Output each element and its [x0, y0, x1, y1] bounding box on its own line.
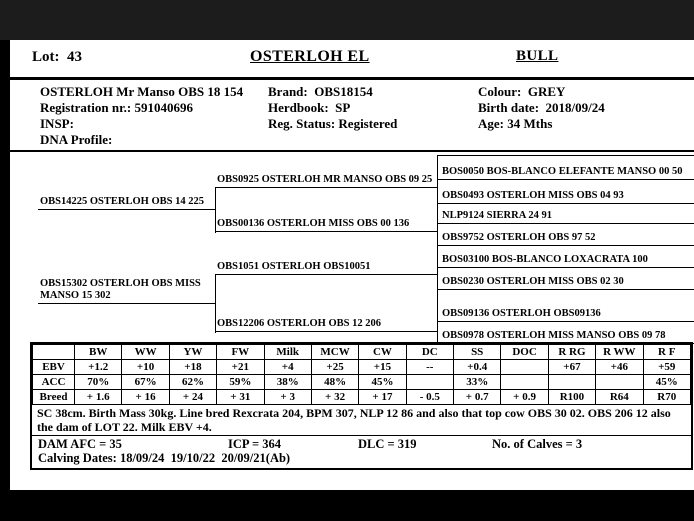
ebv-value-cell: +15 [359, 360, 406, 375]
colour-field: Colour: GREY [478, 84, 566, 99]
dam-icp-stat: ICP = 364 [228, 437, 281, 451]
ebv-col-header: WW [122, 345, 169, 360]
acc-row [33, 375, 691, 390]
insp-field: INSP: [40, 116, 74, 131]
ebv-header-row [33, 345, 691, 360]
ebv-row-label: EBV [33, 360, 75, 375]
ebv-value-cell: 45% [359, 375, 406, 390]
ebv-value-cell: +18 [169, 360, 216, 375]
pedigree-great-grandparent: NLP9124 SIERRA 24 91 [438, 204, 694, 224]
ebv-col-header: MCW [311, 345, 358, 360]
pedigree-great-grandparent: OBS9752 OSTERLOH OBS 97 52 [438, 224, 694, 246]
ebv-value-cell: +25 [311, 360, 358, 375]
pedigree-dam: OBS15302 OSTERLOH OBS MISS MANSO 15 302 [38, 268, 215, 304]
ebv-col-header: R WW [596, 345, 643, 360]
ebv-value-cell: 48% [311, 375, 358, 390]
pedigree-connector [215, 187, 216, 233]
ebv-value-cell: R64 [596, 390, 643, 405]
ebv-value-cell: 62% [169, 375, 216, 390]
pedigree-grandparent: OBS00136 OSTERLOH MISS OBS 00 136 [215, 214, 437, 232]
dam-calves-stat: No. of Calves = 3 [492, 437, 583, 451]
ebv-value-cell: -- [406, 360, 453, 375]
pedigree-grandparent: OBS1051 OSTERLOH OBS10051 [215, 257, 437, 275]
pedigree-grandparent: OBS12206 OSTERLOH OBS 12 206 [215, 314, 437, 332]
pedigree-connector [215, 274, 216, 333]
ebv-col-header: YW [169, 345, 216, 360]
birth-date-field: Birth date: 2018/09/24 [478, 100, 605, 115]
brand-field: Brand: OBS18154 [268, 84, 373, 99]
ebv-value-cell [406, 375, 453, 390]
ebv-value-cell: + 17 [359, 390, 406, 405]
lot-number: Lot: 43 [32, 49, 82, 65]
pedigree-great-grandparent: OBS0493 OSTERLOH MISS OBS 04 93 [438, 180, 694, 204]
ebv-value-cell: +46 [596, 360, 643, 375]
lot-notes: SC 38cm. Birth Mass 30kg. Line bred Rexcrata 204, BPM 307, NLP 12 86 and also that top cow OBS 30 02. OBS 206 12 also the dam of LOT 22. Milk EBV +4. [37, 406, 671, 434]
pedigree-great-grandparent-column [437, 155, 694, 344]
ebv-value-cell: + 32 [311, 390, 358, 405]
animal-name: OSTERLOH Mr Manso OBS 18 154 [40, 84, 244, 99]
ebv-col-header: CW [359, 345, 406, 360]
ebv-value-cell: +21 [217, 360, 264, 375]
ebv-col-header: R RG [548, 345, 595, 360]
breed-row [33, 390, 691, 405]
ebv-value-cell: R100 [548, 390, 595, 405]
ebv-value-cell: - 0.5 [406, 390, 453, 405]
ebv-row-label: ACC [33, 375, 75, 390]
catalog-page [10, 40, 694, 490]
pedigree-great-grandparent: BOS0050 BOS-BLANCO ELEFANTE MANSO 00 50 [438, 156, 694, 180]
ebv-value-cell: + 16 [122, 390, 169, 405]
age-field: Age: 34 Mths [478, 116, 553, 131]
ebv-value-cell: + 1.6 [75, 390, 122, 405]
ebv-value-cell: +10 [122, 360, 169, 375]
dam-dlc-stat: DLC = 319 [358, 437, 417, 451]
ebv-col-header: SS [454, 345, 501, 360]
pedigree-great-grandparent: OBS0978 OSTERLOH MISS MANSO OBS 09 78 [438, 322, 694, 344]
ebv-value-cell: +59 [643, 360, 691, 375]
pedigree-sire: OBS14225 OSTERLOH OBS 14 225 [38, 190, 215, 210]
ebv-row [33, 360, 691, 375]
ebv-value-cell: +0.4 [454, 360, 501, 375]
ebv-value-cell: +67 [548, 360, 595, 375]
header-rule [10, 77, 694, 80]
ebv-col-header: DC [406, 345, 453, 360]
info-rule [10, 150, 694, 152]
ebv-value-cell: + 3 [264, 390, 311, 405]
ebv-value-cell [501, 375, 548, 390]
ebv-table [32, 344, 691, 405]
pedigree-great-grandparent: BOS03100 BOS-BLANCO LOXACRATA 100 [438, 246, 694, 268]
ebv-col-header: DOC [501, 345, 548, 360]
ebv-col-header: FW [217, 345, 264, 360]
ebv-row-label: Breed [33, 390, 75, 405]
ebv-value-cell: +4 [264, 360, 311, 375]
pedigree-great-grandparent: OBS0230 OSTERLOH MISS OBS 02 30 [438, 268, 694, 290]
reg-status-field: Reg. Status: Registered [268, 116, 398, 131]
pedigree-great-grandparent: OBS09136 OSTERLOH OBS09136 [438, 290, 694, 322]
herdbook-field: Herdbook: SP [268, 100, 351, 115]
dam-afc-stat: DAM AFC = 35 [38, 437, 122, 451]
ebv-col-header: R F [643, 345, 691, 360]
ebv-value-cell: +1.2 [75, 360, 122, 375]
ebv-value-cell: 67% [122, 375, 169, 390]
ebv-value-cell: 38% [264, 375, 311, 390]
ebv-col-header: BW [75, 345, 122, 360]
ebv-value-cell: + 24 [169, 390, 216, 405]
ebv-value-cell: 70% [75, 375, 122, 390]
dam-stats-row [32, 435, 691, 451]
ebv-value-cell: R70 [643, 390, 691, 405]
ebv-value-cell: 59% [217, 375, 264, 390]
ebv-value-cell [501, 360, 548, 375]
ebv-value-cell [596, 375, 643, 390]
ebv-value-cell: + 0.7 [454, 390, 501, 405]
animal-category: BULL [516, 48, 559, 64]
ebv-col-header: Milk [264, 345, 311, 360]
ebv-value-cell: 45% [643, 375, 691, 390]
ebv-value-cell: + 0.9 [501, 390, 548, 405]
ebv-value-cell: 33% [454, 375, 501, 390]
ebv-stats-box [30, 342, 693, 470]
ebv-value-cell: + 31 [217, 390, 264, 405]
pedigree-grandparent: OBS0925 OSTERLOH MR MANSO OBS 09 25 [215, 170, 437, 188]
page-title: OSTERLOH EL [250, 48, 370, 65]
dna-profile-field: DNA Profile: [40, 132, 113, 147]
ebv-value-cell [548, 375, 595, 390]
registration-field: Registration nr.: 591040696 [40, 100, 193, 115]
calving-dates: Calving Dates: 18/09/24 19/10/22 20/09/21(Ab) [38, 451, 291, 465]
ebv-col-header [33, 345, 75, 360]
window-top-bar [0, 0, 694, 40]
